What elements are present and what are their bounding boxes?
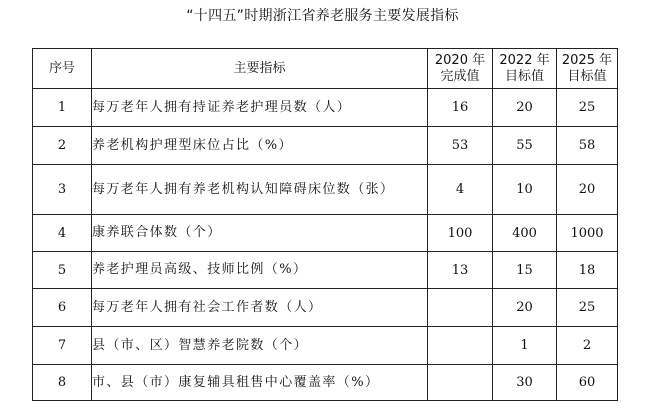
table-row [33,289,618,327]
row-value-2020 [428,365,493,401]
row-indicator: 每万老年人拥有社会工作者数（人） [92,289,428,327]
row-index: 3 [33,165,92,215]
row-value-2020: 4 [428,165,493,215]
row-index: 5 [33,252,92,289]
row-value-2020: 53 [428,127,493,165]
row-value-2022: 15 [493,252,557,289]
table-row [33,252,618,289]
row-index: 8 [33,365,92,401]
header-indicator: 主要指标 [92,49,428,89]
row-indicator: 每万老年人拥有养老机构认知障碍床位数（张） [92,165,428,215]
row-value-2025: 18 [557,252,618,289]
header-2025-type: 目标值 [567,68,607,84]
row-value-2025: 2 [557,327,618,365]
row-indicator: 县（市、区）智慧养老院数（个） [92,327,428,365]
row-value-2025: 60 [557,365,618,401]
header-index: 序号 [33,49,92,89]
table-row [33,327,618,365]
row-value-2025: 25 [557,289,618,327]
header-2020-year: 2020 年 [434,52,486,68]
row-indicator: 市、县（市）康复辅具租售中心覆盖率（%） [92,365,428,401]
row-index: 1 [33,89,92,127]
row-value-2025: 20 [557,165,618,215]
indicators-table [32,48,618,401]
row-value-2020 [428,289,493,327]
row-indicator: 康养联合体数（个） [92,215,428,252]
row-value-2020 [428,327,493,365]
row-indicator: 每万老年人拥有持证养老护理员数（人） [92,89,428,127]
row-value-2025: 58 [557,127,618,165]
row-index: 7 [33,327,92,365]
row-value-2022: 1 [493,327,557,365]
table-row [33,165,618,215]
row-index: 2 [33,127,92,165]
table-row [33,89,618,127]
row-value-2020: 16 [428,89,493,127]
row-value-2022: 20 [493,89,557,127]
row-value-2022: 30 [493,365,557,401]
row-indicator: 养老机构护理型床位占比（%） [92,127,428,165]
header-2022 [493,49,557,89]
table-row [33,215,618,252]
row-value-2022: 20 [493,289,557,327]
table-row [33,127,618,165]
row-value-2020: 100 [428,215,493,252]
row-indicator: 养老护理员高级、技师比例（%） [92,252,428,289]
row-index: 4 [33,215,92,252]
header-2022-type: 目标值 [504,68,544,84]
row-index: 6 [33,289,92,327]
header-2025-year: 2025 年 [561,52,613,68]
row-value-2025: 1000 [557,215,618,252]
document-title: “十四五”时期浙江省养老服务主要发展指标 [186,8,459,24]
header-2020 [428,49,493,89]
row-value-2022: 55 [493,127,557,165]
row-value-2020: 13 [428,252,493,289]
row-value-2022: 400 [493,215,557,252]
header-2022-year: 2022 年 [499,52,550,68]
header-2020-type: 完成值 [440,68,480,84]
table-row [33,365,618,401]
header-2025 [557,49,618,89]
row-value-2025: 25 [557,89,618,127]
row-value-2022: 10 [493,165,557,215]
table-header-row [33,49,618,89]
